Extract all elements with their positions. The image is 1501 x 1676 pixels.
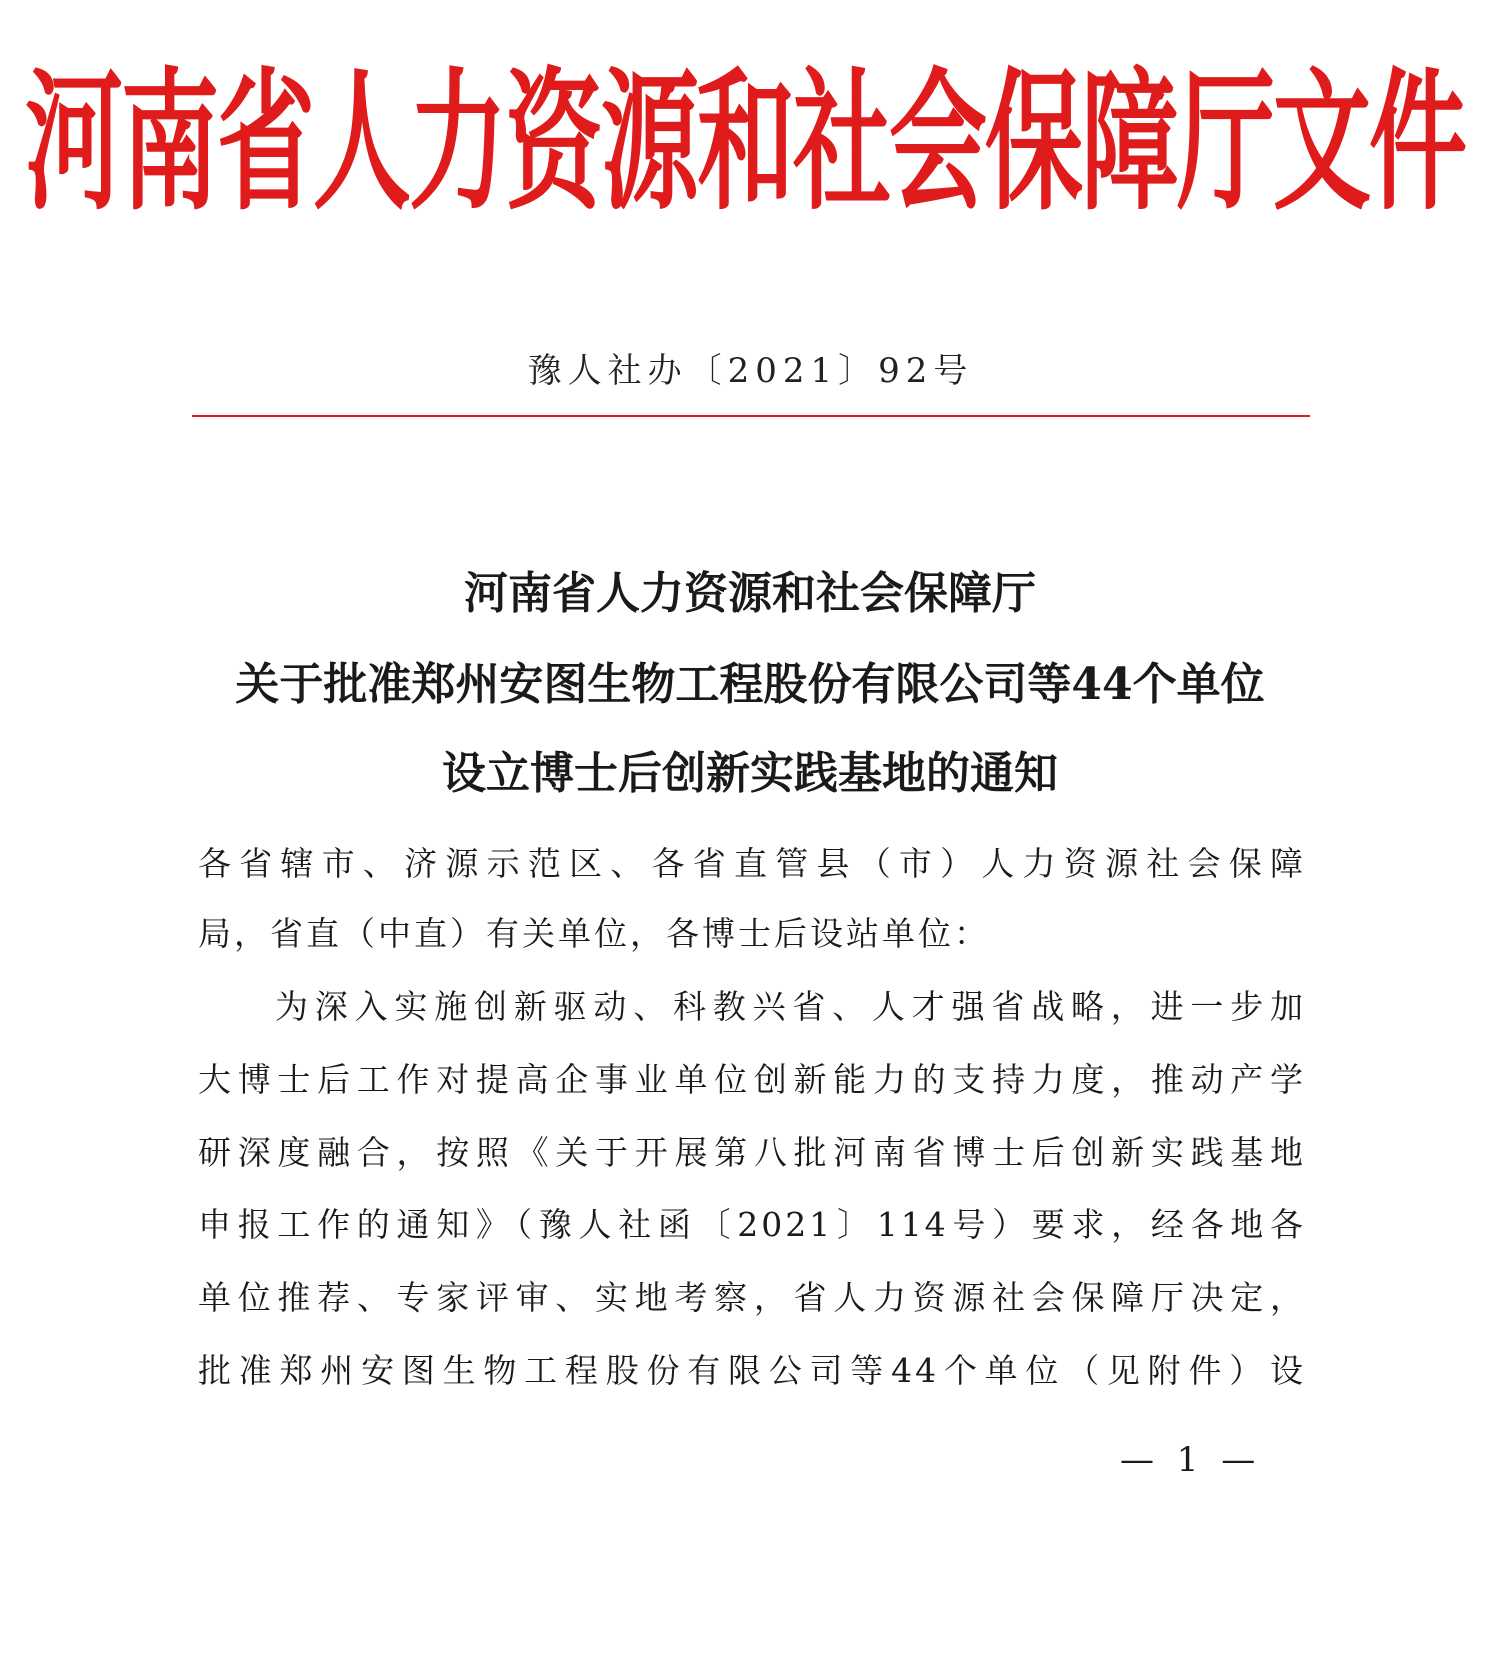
masthead (25, 30, 1466, 232)
body-line: 局，省直（中直）有关单位，各博士后设站单位： (198, 914, 990, 953)
title-line-1: 河南省人力资源和社会保障厅 (464, 568, 1036, 619)
body-line: 为深入实施创新驱动、科教兴省、人才强省战略，进一步加 (275, 987, 1306, 1026)
body-line: 单位推荐、专家评审、实地考察，省人力资源社会保障厅决定， (198, 1278, 1306, 1317)
masthead-title: 河南省人力资源和社会保障厅文件 (25, 54, 1466, 232)
document-number: 豫人社办〔2021〕92号 (527, 351, 974, 391)
body-line: 批准郑州安图生物工程股份有限公司等44个单位（见附件）设 (198, 1351, 1306, 1390)
page-number: — 1 — (1120, 1440, 1262, 1480)
body-line: 各省辖市、济源示范区、各省直管县（市）人力资源社会保障 (198, 844, 1306, 883)
body-line: 申报工作的通知》（豫人社函〔2021〕114号）要求，经各地各 (198, 1205, 1306, 1244)
title-line-2: 关于批准郑州安图生物工程股份有限公司等44个单位 (235, 659, 1265, 710)
title-line-3: 设立博士后创新实践基地的通知 (442, 748, 1058, 799)
body-line: 研深度融合，按照《关于开展第八批河南省博士后创新实践基地 (198, 1133, 1306, 1172)
red-divider (192, 415, 1310, 417)
body-line: 大博士后工作对提高企事业单位创新能力的支持力度，推动产学 (198, 1060, 1306, 1099)
